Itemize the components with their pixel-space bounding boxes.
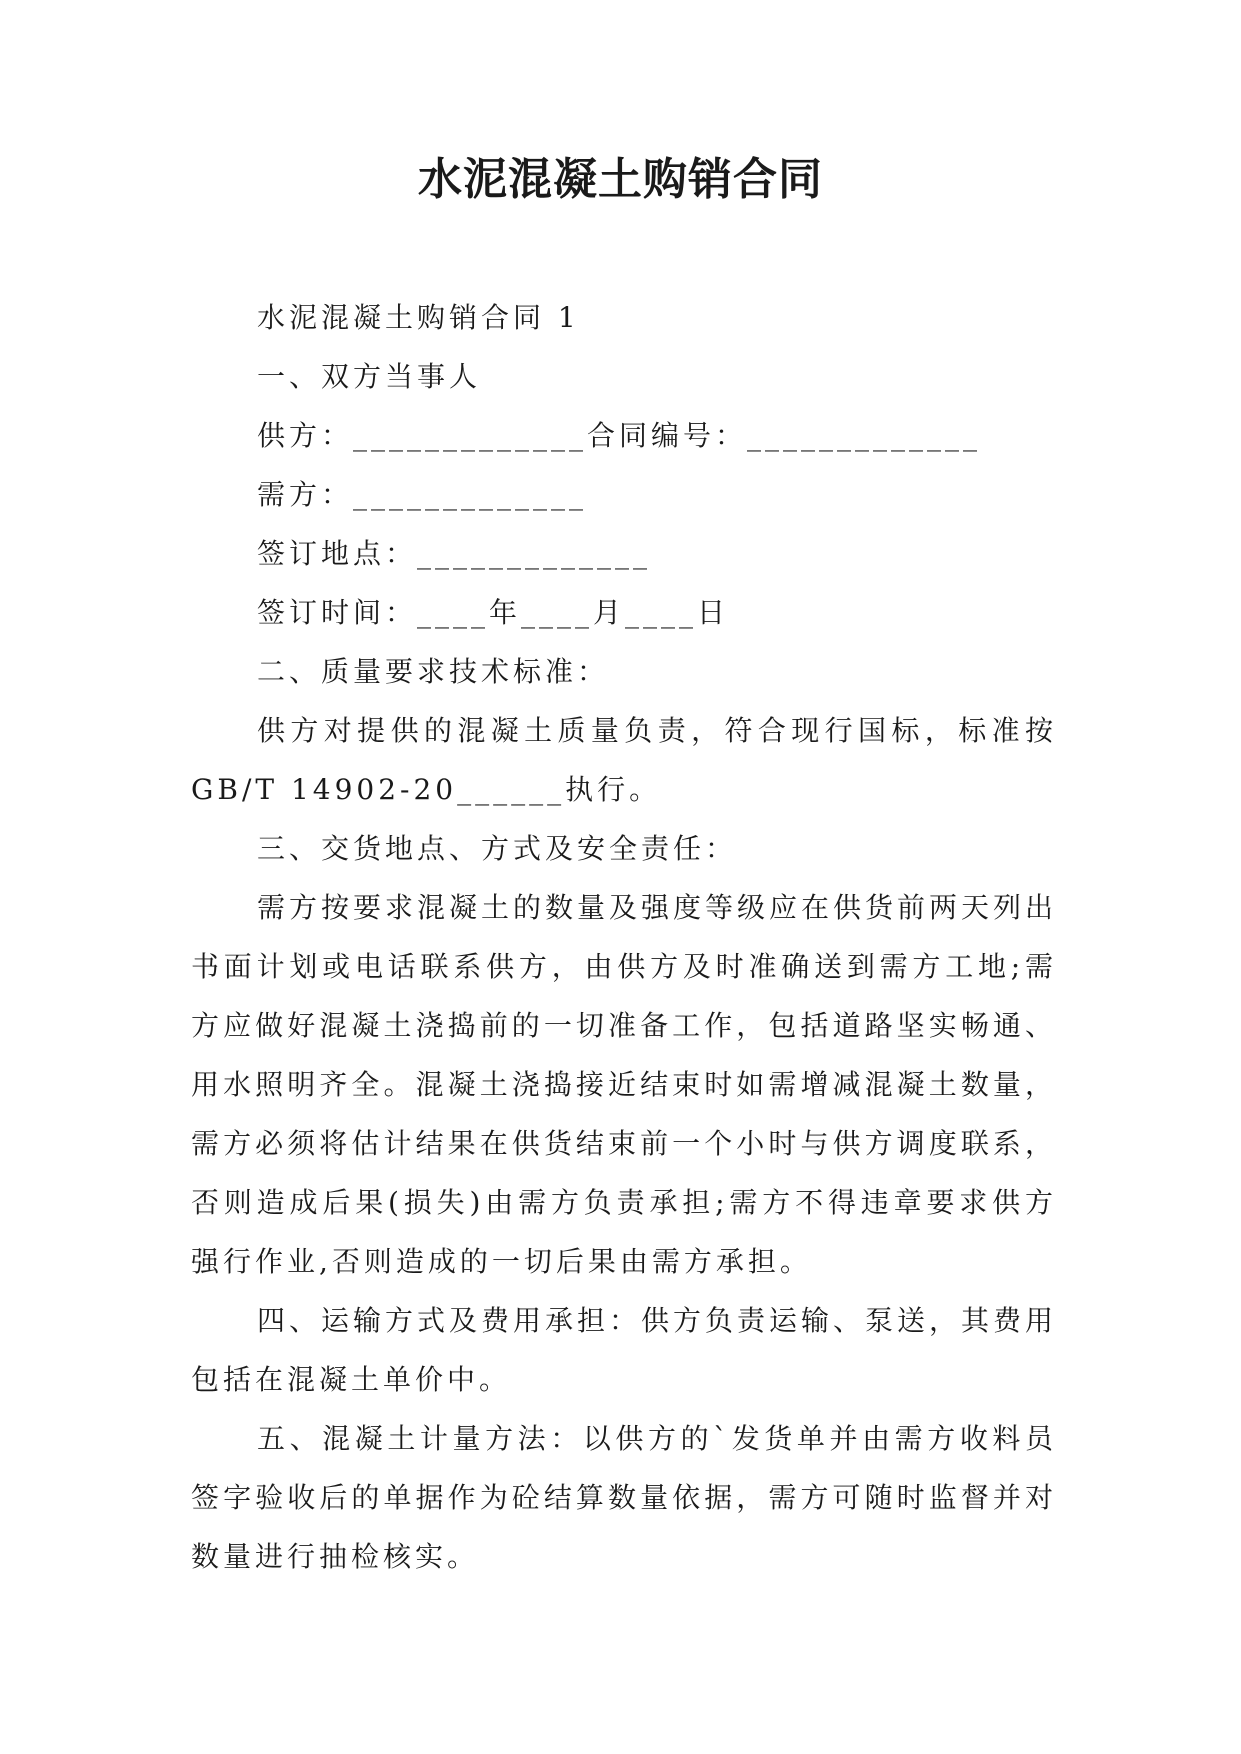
document-body bbox=[191, 288, 1057, 1586]
quality-paragraph: 供方对提供的混凝土质量负责，符合现行国标，标准按GB/T 14902-20______执行。 bbox=[191, 714, 1057, 806]
section-heading-delivery: 三、交货地点、方式及安全责任： bbox=[257, 832, 738, 865]
signing-date-line: 签订时间：____年____月____日 bbox=[257, 596, 730, 629]
supplier-and-contract-number-line: 供方：_____________合同编号：_____________ bbox=[257, 419, 982, 452]
document-title: 水泥混凝土购销合同 bbox=[418, 154, 823, 205]
section-heading-parties: 一、双方当事人 bbox=[257, 360, 482, 393]
buyer-line: 需方：_____________ bbox=[257, 478, 588, 511]
transport-paragraph: 四、运输方式及费用承担：供方负责运输、泵送，其费用包括在混凝土单价中。 bbox=[191, 1304, 1058, 1396]
measurement-paragraph: 五、混凝土计量方法：以供方的`发货单并由需方收料员签字验收后的单据作为砼结算数量依据，需方可随时监督并对数量进行抽检核实。 bbox=[191, 1422, 1057, 1573]
delivery-paragraph: 需方按要求混凝土的数量及强度等级应在供货前两天列出书面计划或电话联系供方，由供方及时准确送到需方工地;需方应做好混凝土浇捣前的一切准备工作，包括道路坚实畅通、用水照明齐全。混凝土浇捣接近结束时如需增减混凝土数量，需方必须将估计结果在供货结束前一个小时与供方调度联系，否则造成后果(损失)由需方负责承担;需方不得违章要求供方强行作业,否则造成的一切后果由需方承担。 bbox=[191, 891, 1058, 1278]
signing-place-line: 签订地点：_____________ bbox=[257, 537, 652, 570]
section-heading-quality: 二、质量要求技术标准： bbox=[257, 655, 610, 688]
section-heading-contract-1: 水泥混凝土购销合同 1 bbox=[257, 301, 580, 334]
